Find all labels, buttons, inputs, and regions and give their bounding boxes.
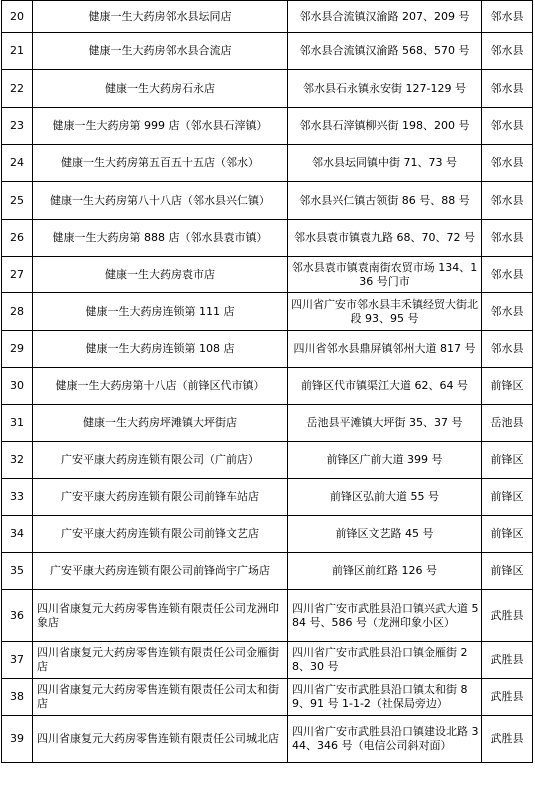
table-row xyxy=(2,590,533,642)
store-county: 邻水县 xyxy=(482,257,533,293)
row-number: 22 xyxy=(2,70,33,108)
row-number: 37 xyxy=(2,642,33,679)
row-number: 23 xyxy=(2,108,33,145)
table-row xyxy=(2,642,533,679)
store-name: 健康一生大药房第十八店（前锋区代市镇） xyxy=(33,368,288,405)
store-county: 前锋区 xyxy=(482,368,533,405)
row-number: 21 xyxy=(2,33,33,70)
table-row xyxy=(2,405,533,442)
store-address: 前锋区广前大道 399 号 xyxy=(288,442,482,479)
store-county: 前锋区 xyxy=(482,442,533,479)
store-county: 邻水县 xyxy=(482,220,533,257)
table-row xyxy=(2,331,533,368)
store-address: 四川省广安市武胜县沿口镇太和街 89、91 号 1-1-2（社保局旁边） xyxy=(288,679,482,716)
store-address: 四川省广安市武胜县沿口镇建设北路 344、346 号（电信公司斜对面） xyxy=(288,716,482,763)
table-row xyxy=(2,516,533,553)
store-county: 邻水县 xyxy=(482,108,533,145)
store-county: 前锋区 xyxy=(482,553,533,590)
table-row xyxy=(2,293,533,331)
store-county: 邻水县 xyxy=(482,182,533,220)
store-name: 健康一生大药房石永店 xyxy=(33,70,288,108)
table-body xyxy=(2,1,533,763)
store-county: 武胜县 xyxy=(482,679,533,716)
store-name: 健康一生大药房连锁第 108 店 xyxy=(33,331,288,368)
store-name: 四川省康复元大药房零售连锁有限责任公司龙洲印象店 xyxy=(33,590,288,642)
store-address: 前锋区文艺路 45 号 xyxy=(288,516,482,553)
store-name: 广安平康大药房连锁有限公司前锋文艺店 xyxy=(33,516,288,553)
store-county: 邻水县 xyxy=(482,70,533,108)
store-address: 邻水县兴仁镇古领街 86 号、88 号 xyxy=(288,182,482,220)
row-number: 26 xyxy=(2,220,33,257)
store-county: 岳池县 xyxy=(482,405,533,442)
table-row xyxy=(2,679,533,716)
store-address: 邻水县石滓镇柳兴街 198、200 号 xyxy=(288,108,482,145)
row-number: 32 xyxy=(2,442,33,479)
store-county: 邻水县 xyxy=(482,331,533,368)
store-address: 邻水县坛同镇中街 71、73 号 xyxy=(288,145,482,182)
row-number: 25 xyxy=(2,182,33,220)
store-address: 岳池县平滩镇大坪街 35、37 号 xyxy=(288,405,482,442)
store-name: 健康一生大药房第五百五十五店（邻水） xyxy=(33,145,288,182)
table-row xyxy=(2,553,533,590)
store-address: 四川省邻水县鼎屏镇邻州大道 817 号 xyxy=(288,331,482,368)
row-number: 30 xyxy=(2,368,33,405)
store-address: 四川省广安市武胜县沿口镇金雁街 28、30 号 xyxy=(288,642,482,679)
row-number: 36 xyxy=(2,590,33,642)
store-name: 健康一生大药房第八十八店（邻水县兴仁镇） xyxy=(33,182,288,220)
table-row xyxy=(2,182,533,220)
store-name: 健康一生大药房第 999 店（邻水县石滓镇） xyxy=(33,108,288,145)
store-county: 邻水县 xyxy=(482,293,533,331)
store-address: 邻水县石永镇永安街 127-129 号 xyxy=(288,70,482,108)
table-row xyxy=(2,479,533,516)
table-row xyxy=(2,1,533,33)
store-name: 健康一生大药房第 888 店（邻水县袁市镇） xyxy=(33,220,288,257)
row-number: 24 xyxy=(2,145,33,182)
store-address: 邻水县合流镇汉渝路 207、209 号 xyxy=(288,1,482,33)
store-name: 四川省康复元大药房零售连锁有限责任公司城北店 xyxy=(33,716,288,763)
store-address: 前锋区弘前大道 55 号 xyxy=(288,479,482,516)
store-county: 邻水县 xyxy=(482,33,533,70)
store-county: 武胜县 xyxy=(482,642,533,679)
table-row xyxy=(2,442,533,479)
store-address: 四川省广安市邻水县丰禾镇经贸大街北段 93、95 号 xyxy=(288,293,482,331)
table-row xyxy=(2,716,533,763)
row-number: 39 xyxy=(2,716,33,763)
store-address: 四川省广安市武胜县沿口镇兴武大道 584 号、586 号（龙洲印象小区） xyxy=(288,590,482,642)
store-name: 健康一生大药房邻水县合流店 xyxy=(33,33,288,70)
row-number: 27 xyxy=(2,257,33,293)
pharmacy-list-table xyxy=(1,0,533,763)
row-number: 29 xyxy=(2,331,33,368)
row-number: 28 xyxy=(2,293,33,331)
store-address: 邻水县袁市镇袁九路 68、70、72 号 xyxy=(288,220,482,257)
store-name: 四川省康复元大药房零售连锁有限责任公司金雁街店 xyxy=(33,642,288,679)
row-number: 31 xyxy=(2,405,33,442)
store-county: 邻水县 xyxy=(482,145,533,182)
store-name: 健康一生大药房连锁第 111 店 xyxy=(33,293,288,331)
row-number: 34 xyxy=(2,516,33,553)
store-name: 广安平康大药房连锁有限公司前锋尚宇广场店 xyxy=(33,553,288,590)
store-name: 健康一生大药房邻水县坛同店 xyxy=(33,1,288,33)
store-address: 邻水县袁市镇袁南街农贸市场 134、136 号门市 xyxy=(288,257,482,293)
table-row xyxy=(2,33,533,70)
table-row xyxy=(2,70,533,108)
row-number: 35 xyxy=(2,553,33,590)
store-name: 广安平康大药房连锁有限公司（广前店） xyxy=(33,442,288,479)
store-name: 健康一生大药房坪滩镇大坪街店 xyxy=(33,405,288,442)
row-number: 38 xyxy=(2,679,33,716)
store-county: 前锋区 xyxy=(482,479,533,516)
store-name: 健康一生大药房袁市店 xyxy=(33,257,288,293)
row-number: 33 xyxy=(2,479,33,516)
store-county: 邻水县 xyxy=(482,1,533,33)
table-row xyxy=(2,220,533,257)
table-row xyxy=(2,108,533,145)
table-row xyxy=(2,145,533,182)
store-name: 广安平康大药房连锁有限公司前锋车站店 xyxy=(33,479,288,516)
store-address: 邻水县合流镇汉渝路 568、570 号 xyxy=(288,33,482,70)
store-address: 前锋区代市镇渠江大道 62、64 号 xyxy=(288,368,482,405)
store-county: 武胜县 xyxy=(482,716,533,763)
store-name: 四川省康复元大药房零售连锁有限责任公司太和街店 xyxy=(33,679,288,716)
table-row xyxy=(2,368,533,405)
row-number: 20 xyxy=(2,1,33,33)
store-county: 武胜县 xyxy=(482,590,533,642)
store-county: 前锋区 xyxy=(482,516,533,553)
table-row xyxy=(2,257,533,293)
store-address: 前锋区前红路 126 号 xyxy=(288,553,482,590)
